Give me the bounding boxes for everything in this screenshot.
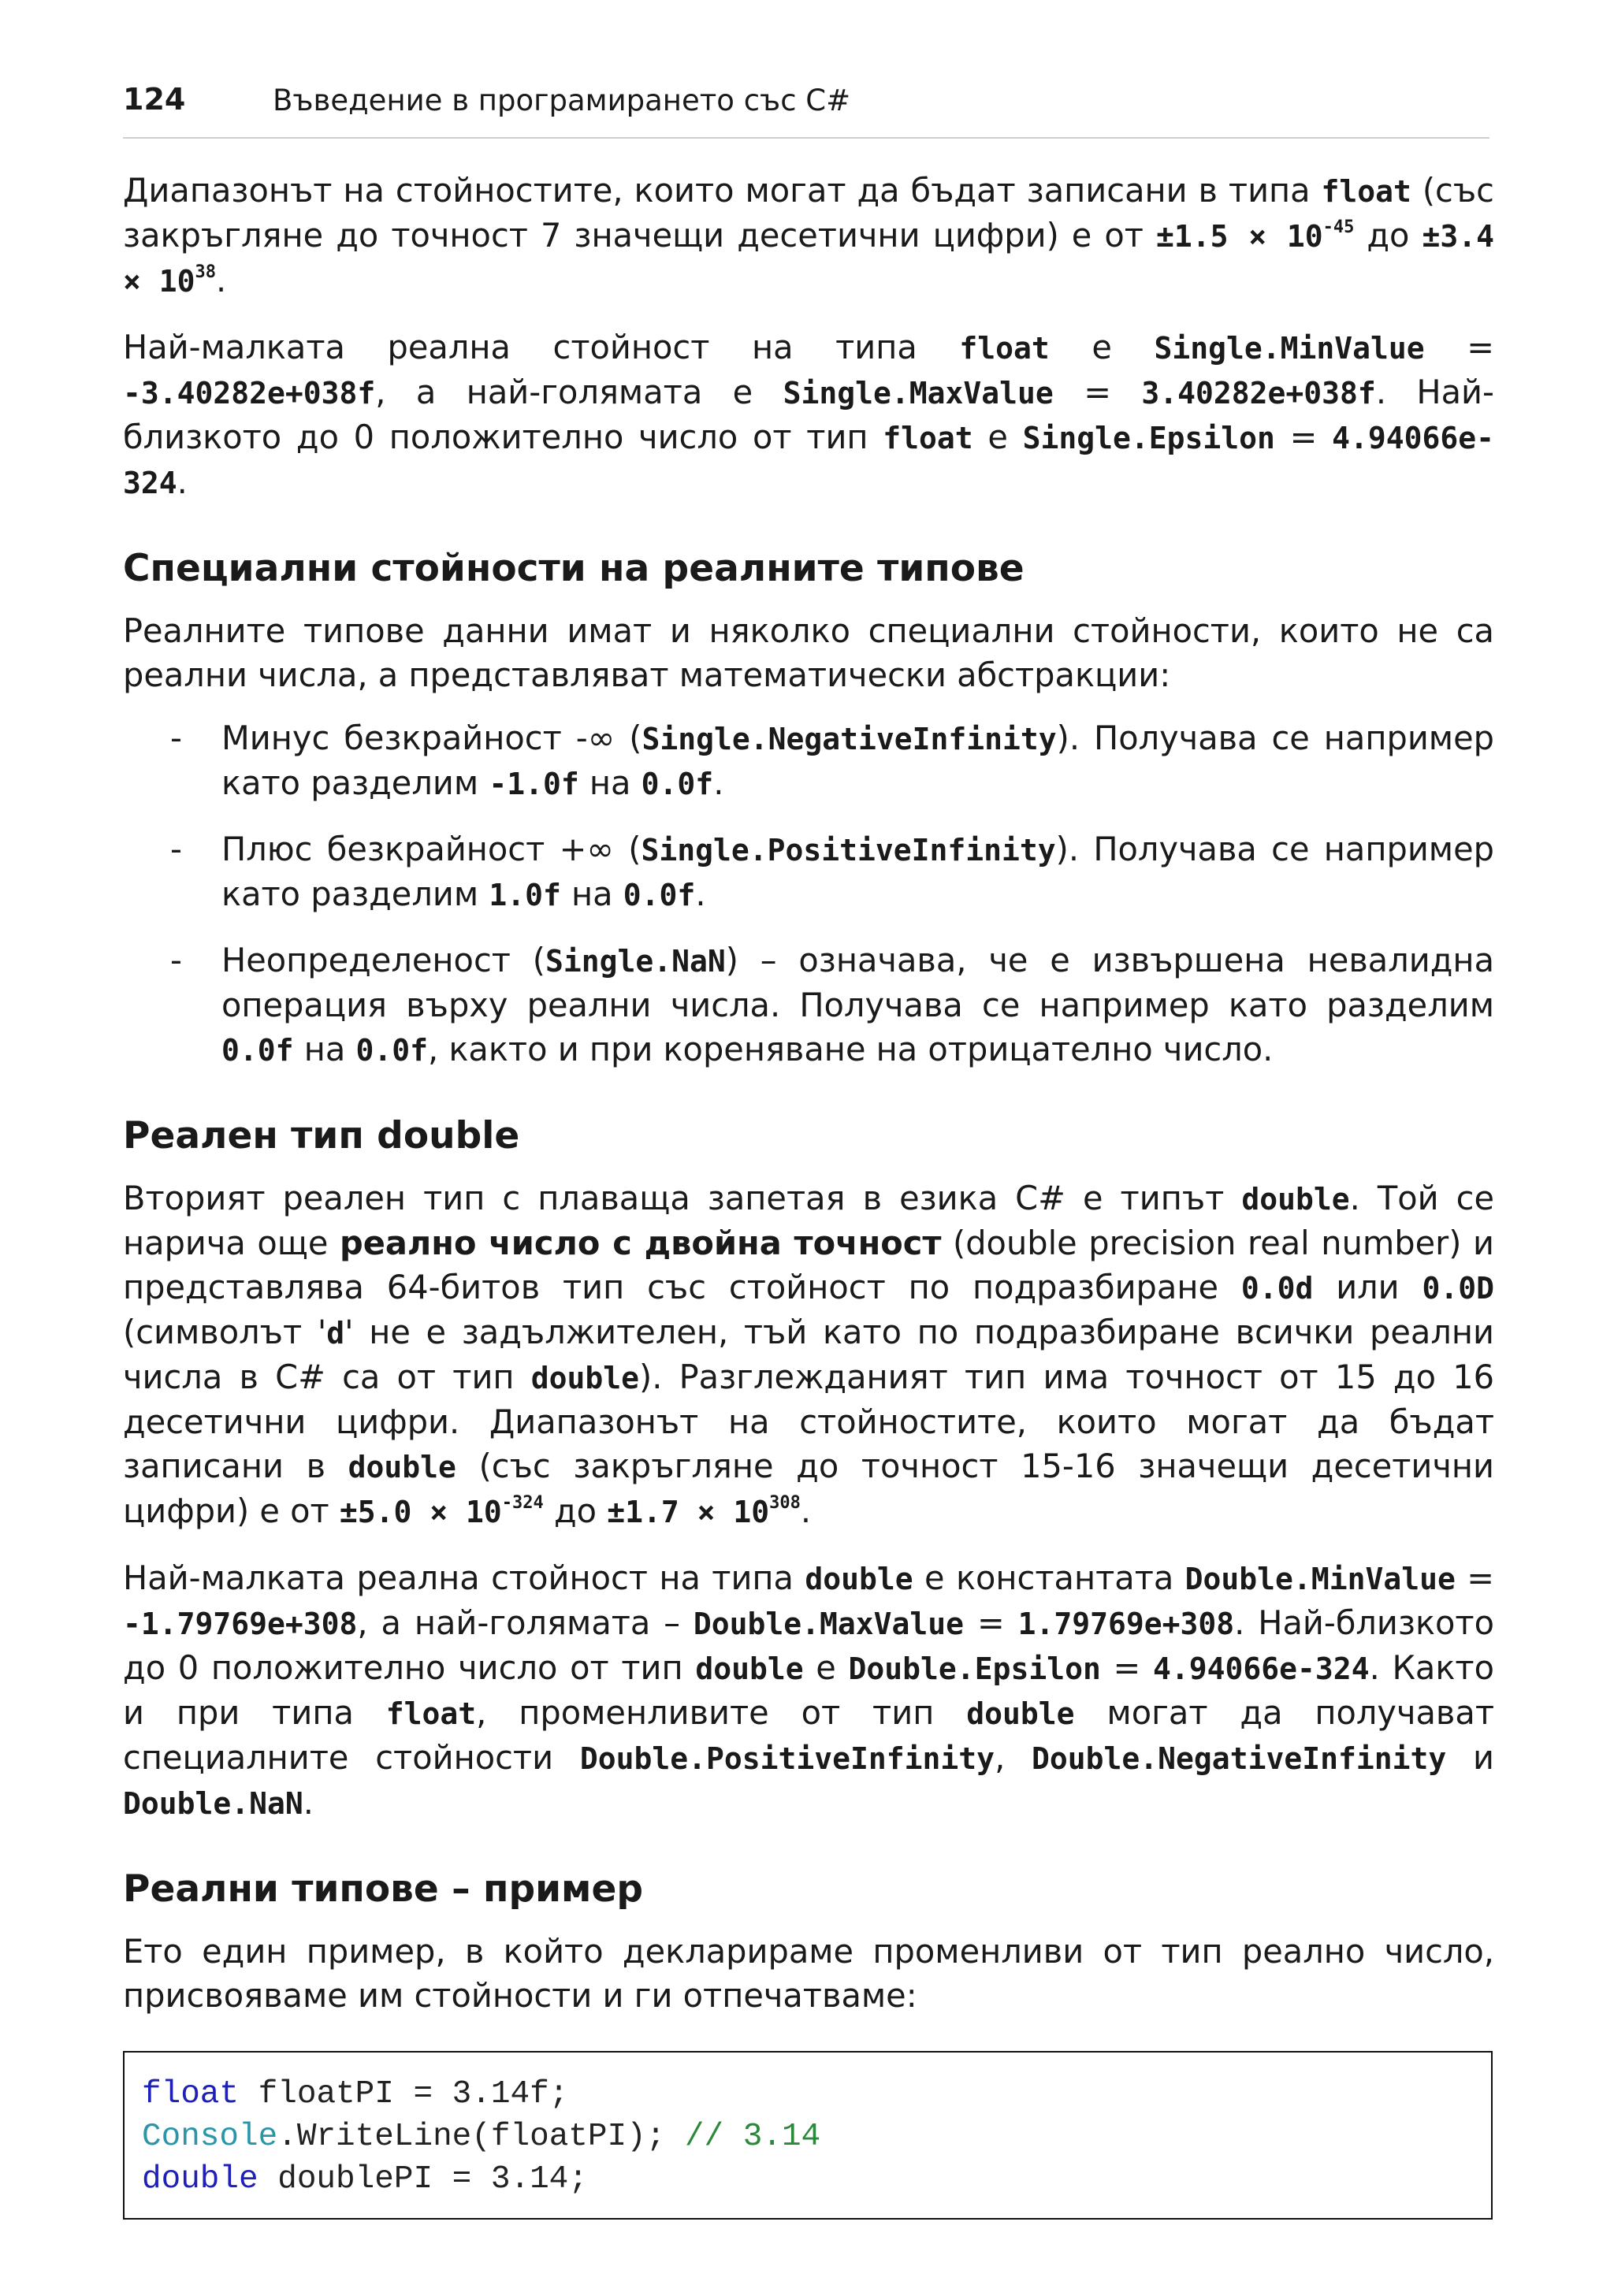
section-heading-double: Реален тип double xyxy=(123,1114,520,1157)
paragraph-double-description: Вторият реален тип с плаваща запетая в езика C# е типът double. Той се нарича още реално число с двойна точност (double precision real number) и представлява 64-битов тип със стойност по подразбиране 0.0d или 0.0D (символът 'd' не е задължителен, тъй като по подразбиране всички реални числа в C# са от тип double). Разглежданият тип има точност от 15 до 16 десетични цифри. Диапазонът на стойностите, които могат да бъдат записани в double (със закръгляне до точност 15-16 значещи десетични цифри) е от $\pm 5.0 \times 10^{-324}$ до $\pm 1.7 \times 10^{308}$. xyxy=(123,1179,1495,1530)
section-heading-example: Реални типове – пример xyxy=(123,1867,643,1911)
list-item: - Минус безкрайност -∞ (Single.NegativeInfinity). Получава се например като разделим -1.0f на 0.0f. xyxy=(123,716,1494,806)
running-title: Въведение в програмирането със C# xyxy=(273,84,851,117)
code-line: Console.WriteLine(floatPI); // 3.14 xyxy=(142,2119,821,2155)
code-class-name: Console xyxy=(142,2119,278,2155)
list-marker: - xyxy=(170,830,182,868)
code-keyword: double xyxy=(142,2161,258,2198)
paragraph-float-range: Диапазонът на стойностите, които могат да бъдат записани в типа float (със закръгляне до точност 7 значещи десетични цифри) е от $\pm 1.5 \times 10^{-45}$ до $\pm 3.4 \times 10^{38}$. xyxy=(123,171,1494,299)
section-heading-special-values: Специални стойности на реалните типове xyxy=(123,547,1025,590)
paragraph-special-values-intro: Реалните типове данни имат и няколко специални стойности, които не са реални числа, а представляват математически абстракции: xyxy=(123,611,1494,694)
inline-code: $\pm 3.4 \times 10^{38}$ xyxy=(123,219,1494,299)
bold-term: реално число с двойна точност xyxy=(340,1224,942,1262)
code-line: double doublePI = 3.14; xyxy=(142,2161,588,2198)
paragraph-example-intro: Ето един пример, в който декларираме променливи от тип реално число, присвояваме им стойности и ги отпечатваме: xyxy=(123,1932,1494,2015)
code-example-box xyxy=(123,2051,1493,2220)
code-keyword: float xyxy=(142,2076,240,2112)
list-marker: - xyxy=(170,719,182,757)
code-comment: // 3.14 xyxy=(684,2119,821,2155)
special-values-list xyxy=(123,716,1494,1072)
list-item: - Плюс безкрайност +∞ (Single.PositiveInfinity). Получава се например като разделим 1.0f на 0.0f. xyxy=(123,827,1494,917)
page-content xyxy=(123,169,1494,2220)
list-marker: - xyxy=(170,941,182,979)
code-line: float floatPI = 3.14f; xyxy=(142,2076,569,2112)
paragraph-double-min-max: Най-малката реална стойност на типа double е константата Double.MinValue = -1.79769e+308, а най-голямата – Double.MaxValue = 1.79769e+308. Най-близкото до 0 положително число от тип double е Double.Epsilon = 4.94066e-324. Както и при типа float, променливите от тип double могат да получават специалните стойности Double.PositiveInfinity, Double.NegativeInfinity и Double.NaN. xyxy=(123,1559,1494,1822)
list-item: - Неопределеност (Single.NaN) – означава, че е извършена невалидна операция върху реални числа. Получава се например като разделим 0.0f на 0.0f, както и при кореняване на отрицателно число. xyxy=(123,938,1494,1072)
paragraph-float-min-max: Най-малката реална стойност на типа float е Single.MinValue = -3.40282e+038f, а най-голямата е Single.MaxValue = 3.40282e+038f. Най-близкото до 0 положително число от тип float е Single.Epsilon = 4.94066e-324. xyxy=(123,328,1495,501)
inline-code: float xyxy=(1321,174,1411,209)
page-number: 124 xyxy=(123,82,186,117)
inline-code: $\pm 1.5 \times 10^{-45}$ xyxy=(1155,217,1355,254)
page-header xyxy=(123,82,1489,139)
